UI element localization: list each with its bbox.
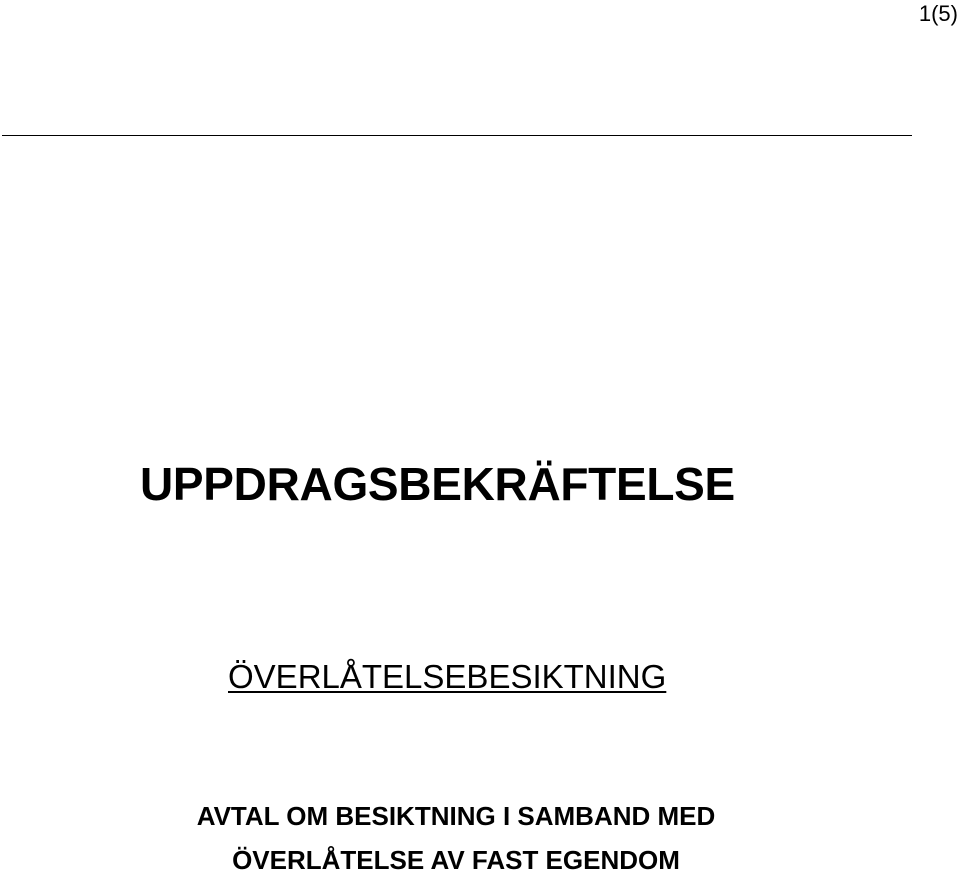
header-rule [2, 135, 912, 136]
document-subtitle: ÖVERLÅTELSEBESIKTNING [228, 658, 667, 695]
agreement-heading [0, 794, 912, 882]
agreement-line-2: ÖVERLÅTELSE AV FAST EGENDOM [232, 845, 680, 875]
agreement-line-1: AVTAL OM BESIKTNING I SAMBAND MED [196, 801, 716, 831]
page-number: 1(5) [918, 1, 958, 26]
document-title: UPPDRAGSBEKRÄFTELSE [140, 458, 735, 510]
